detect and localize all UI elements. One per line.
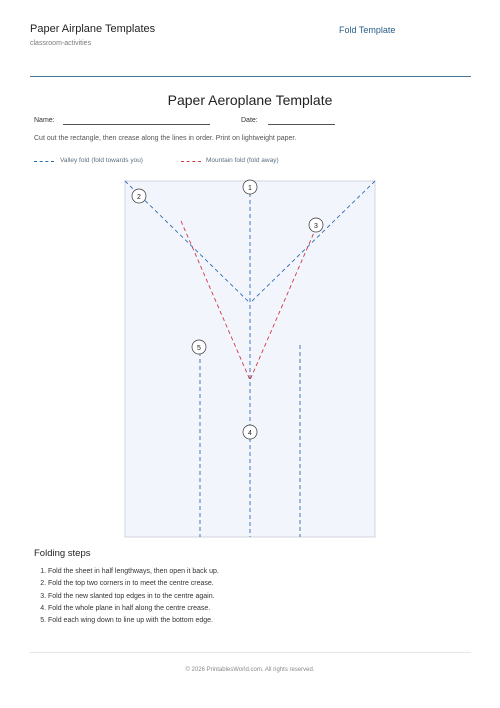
instructions-text: Cut out the rectangle, then crease along the lines in order. Print on lightweight paper. — [34, 135, 297, 142]
marker-1 — [243, 180, 257, 194]
step-item: 2. Fold the top two corners in to meet the centre crease. — [48, 578, 219, 590]
breadcrumb: classroom-activities — [30, 40, 92, 47]
marker-3-label: 3 — [314, 223, 318, 230]
document-title: Paper Aeroplane Template — [167, 92, 333, 108]
step-item: 4. Fold the whole plane in half along the centre crease. — [48, 603, 219, 615]
date-label: Date: — [241, 117, 258, 124]
marker-5-label: 5 — [197, 345, 201, 352]
marker-2 — [132, 189, 146, 203]
marker-4-label: 4 — [248, 430, 252, 437]
marker-5 — [192, 340, 206, 354]
marker-1-label: 1 — [248, 185, 252, 192]
footer-copyright: © 2026 PrintablesWorld.com. All rights reserved. — [185, 667, 315, 673]
fold-template-link[interactable]: Fold Template — [339, 25, 396, 35]
marker-3 — [309, 218, 323, 232]
marker-2-label: 2 — [137, 194, 141, 201]
footer-divider — [30, 652, 471, 653]
step-item: 5. Fold each wing down to line up with the bottom edge. — [48, 615, 219, 627]
legend-valley-label: Valley fold (fold towards you) — [60, 157, 143, 164]
step-item: 1. Fold the sheet in half lengthways, then open it back up. — [48, 566, 219, 578]
steps-heading: Folding steps — [34, 548, 91, 559]
marker-4 — [243, 425, 257, 439]
legend-mountain-label: Mountain fold (fold away) — [206, 157, 279, 164]
step-item: 3. Fold the new slanted top edges in to the centre again. — [48, 591, 219, 603]
steps-list — [34, 566, 219, 627]
name-label: Name: — [34, 117, 55, 124]
site-title: Paper Airplane Templates — [30, 23, 156, 35]
